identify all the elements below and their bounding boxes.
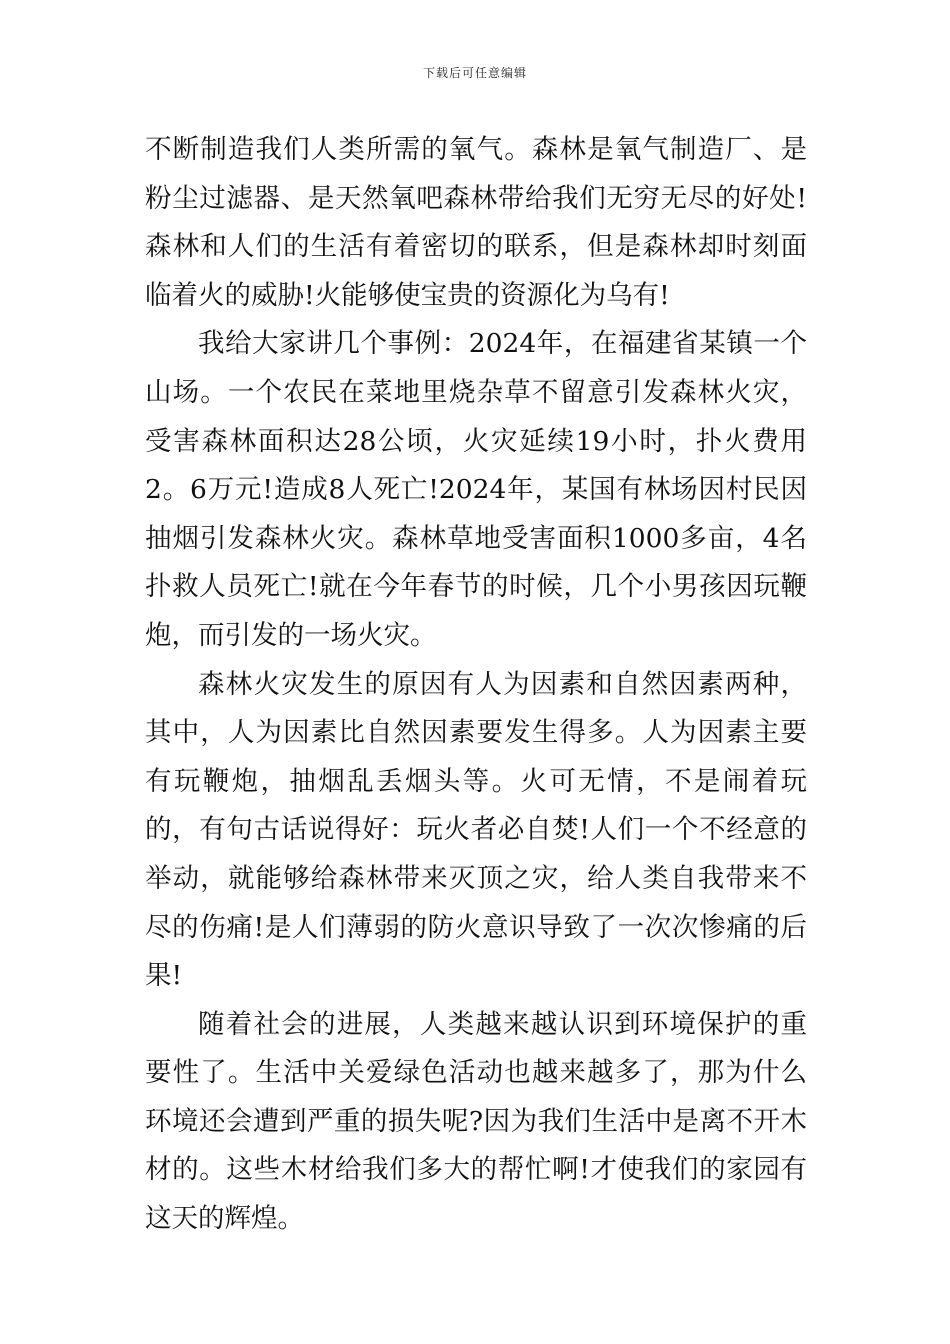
- paragraph-3: 森林火灾发生的原因有人为因素和自然因素两种，其中，人为因素比自然因素要发生得多。人为因素主要有玩鞭炮，抽烟乱丢烟头等。火可无情，不是闹着玩的，有句古话说得好：玩火者必自焚!人们一个不经意的举动，就能够给森林带来灭顶之灾，给人类自我带来不尽的伤痛!是人们薄弱的防火意识导致了一次次惨痛的后果!: [145, 668, 807, 992]
- page-header: 下载后可任意编辑: [422, 66, 527, 80]
- paragraph-2: 我给大家讲几个事例：2024年，在福建省某镇一个山场。一个农民在菜地里烧杂草不留意引发森林火灾，受害森林面积达28公顷，火灾延续19小时，扑火费用2。6万元!造成8人死亡!2024年，某国有林场因村民因抽烟引发森林火灾。森林草地受害面积1000多亩，4名扑救人员死亡!就在今年春节的时候，几个小男孩因玩鞭炮，而引发的一场火灾。: [145, 328, 807, 651]
- paragraph-1: 不断制造我们人类所需的氧气。森林是氧气制造厂、是粉尘过滤器、是天然氧吧森林带给我们无穷无尽的好处!森林和人们的生活有着密切的联系，但是森林却时刻面临着火的威胁!火能够使宝贵的资源化为乌有!: [145, 134, 807, 311]
- paragraph-4: 随着社会的进展，人类越来越认识到环境保护的重要性了。生活中关爱绿色活动也越来越多了，那为什么环境还会遭到严重的损失呢?因为我们生活中是离不开木材的。这些木材给我们多大的帮忙啊!才使我们的家园有这天的辉煌。: [145, 1008, 807, 1235]
- document-body: [145, 126, 807, 1244]
